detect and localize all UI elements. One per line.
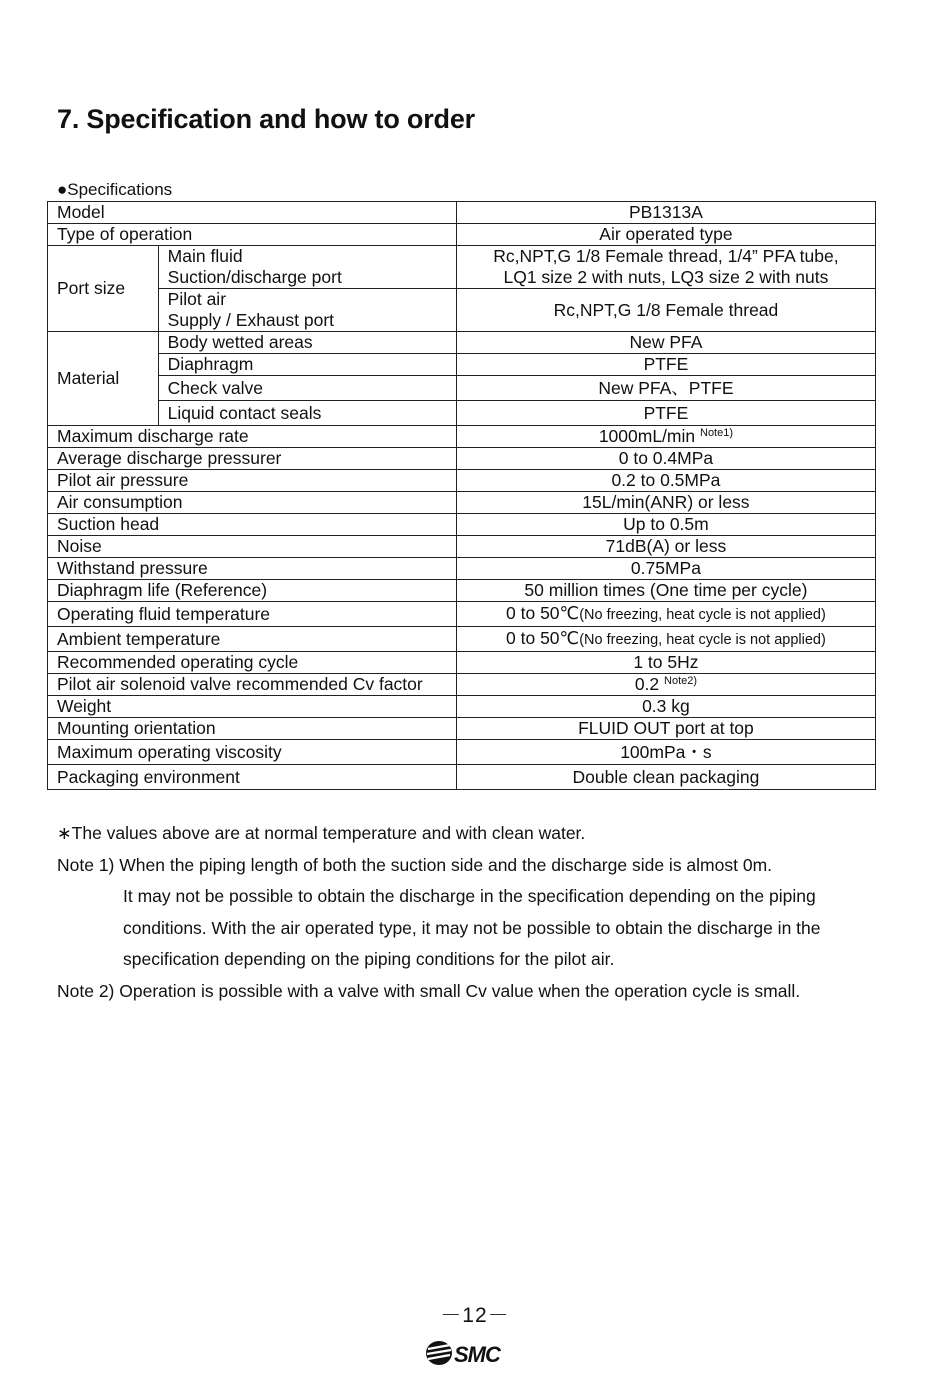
note-1-continued: It may not be possible to obtain the discharge in the specification depending on the piping [123, 886, 816, 906]
value-text: 0 to 50℃ [506, 602, 580, 623]
value-detail: (No freezing, heat cycle is not applied) [579, 631, 826, 648]
table-row [48, 765, 876, 790]
smc-logo-mark-icon [426, 1341, 452, 1365]
note-1-continued: specification depending on the piping conditions for the pilot air. [123, 949, 615, 969]
row-label: Mounting orientation [48, 718, 457, 740]
row-value: Rc,NPT,G 1/8 Female thread [456, 289, 875, 332]
row-value: 71dB(A) or less [456, 536, 875, 558]
sub-label-line: Main fluid [167, 246, 243, 266]
row-value: FLUID OUT port at top [456, 718, 875, 740]
row-value: 0.3 kg [456, 696, 875, 718]
row-value: 0 to 0.4MPa [456, 448, 875, 470]
row-value: PTFE [456, 401, 875, 426]
value-text: 1000mL/min [598, 426, 696, 446]
smc-logo-text: SMC [454, 1342, 500, 1367]
row-label: Type of operation [48, 224, 457, 246]
sub-label-line: Suction/discharge port [167, 267, 342, 287]
sub-label [158, 246, 456, 289]
smc-logo [424, 1336, 524, 1370]
table-row [48, 696, 876, 718]
row-value [456, 246, 875, 289]
sub-label: Liquid contact seals [158, 401, 456, 426]
row-label: Maximum operating viscosity [48, 740, 457, 765]
table-row [48, 580, 876, 602]
row-label: Suction head [48, 514, 457, 536]
value-text: 0 to 50℃ [506, 627, 580, 648]
note-1: Note 1) When the piping length of both the suction side and the discharge side is almost 0m. [57, 854, 773, 875]
table-row [48, 492, 876, 514]
value-detail: (No freezing, heat cycle is not applied) [579, 606, 826, 623]
note-ref: Note2) [664, 675, 698, 687]
table-row [48, 558, 876, 580]
sub-label: Diaphragm [158, 354, 456, 376]
sub-label-line: Pilot air [167, 289, 227, 309]
table-row [48, 224, 876, 246]
group-label: Material [48, 332, 159, 426]
table-row [48, 602, 876, 627]
row-value: 0.2 to 0.5MPa [456, 470, 875, 492]
table-row [48, 652, 876, 674]
table-row [48, 401, 876, 426]
table-row [48, 470, 876, 492]
row-value: Air operated type [456, 224, 875, 246]
row-value: New PFA、PTFE [456, 376, 875, 401]
row-value: PTFE [456, 354, 875, 376]
row-label: Recommended operating cycle [48, 652, 457, 674]
row-value: 15L/min(ANR) or less [456, 492, 875, 514]
note-ref: Note1) [700, 427, 734, 439]
row-value: New PFA [456, 332, 875, 354]
page-title: 7. Specification and how to order [57, 104, 475, 134]
table-row [48, 740, 876, 765]
value-text: 0.2 [634, 674, 660, 694]
table-row [48, 202, 876, 224]
table-row [48, 354, 876, 376]
table-row [48, 674, 876, 696]
row-label: Model [48, 202, 457, 224]
value-line: Rc,NPT,G 1/8 Female thread, 1/4” PFA tube, [493, 246, 839, 266]
row-value: PB1313A [456, 202, 875, 224]
row-value: 100mPa・s [456, 740, 875, 765]
note-star: ∗The values above are at normal temperature and with clean water. [57, 823, 586, 843]
sub-label: Body wetted areas [158, 332, 456, 354]
row-label: Maximum discharge rate [48, 426, 457, 448]
row-value [456, 602, 875, 627]
sub-label [158, 289, 456, 332]
row-label: Pilot air solenoid valve recommended Cv factor [48, 674, 457, 696]
group-label: Port size [48, 246, 159, 332]
row-value [456, 627, 875, 652]
row-value: 0.75MPa [456, 558, 875, 580]
row-value: 50 million times (One time per cycle) [456, 580, 875, 602]
value-line: LQ1 size 2 with nuts, LQ3 size 2 with nuts [503, 267, 829, 287]
table-row [48, 718, 876, 740]
notes-block [57, 818, 897, 1007]
row-label: Operating fluid temperature [48, 602, 457, 627]
table-row [48, 627, 876, 652]
section-label: ●Specifications [57, 180, 173, 199]
table-row [48, 332, 876, 354]
row-label: Ambient temperature [48, 627, 457, 652]
row-label: Weight [48, 696, 457, 718]
sub-label-line: Supply / Exhaust port [167, 310, 335, 330]
row-label: Pilot air pressure [48, 470, 457, 492]
table-row [48, 376, 876, 401]
table-row [48, 246, 876, 289]
row-label: Packaging environment [48, 765, 457, 790]
row-label: Noise [48, 536, 457, 558]
row-label: Diaphragm life (Reference) [48, 580, 457, 602]
note-1-continued: conditions. With the air operated type, it may not be possible to obtain the discharge in the [123, 917, 821, 938]
row-value: Up to 0.5m [456, 514, 875, 536]
row-label: Average discharge pressurer [48, 448, 457, 470]
table-row [48, 448, 876, 470]
row-value: Double clean packaging [456, 765, 875, 790]
row-value: 1 to 5Hz [456, 652, 875, 674]
row-label: Air consumption [48, 492, 457, 514]
row-value [456, 426, 875, 448]
row-value [456, 674, 875, 696]
table-row [48, 514, 876, 536]
spec-table [47, 201, 876, 790]
sub-label: Check valve [158, 376, 456, 401]
note-2: Note 2) Operation is possible with a valve with small Cv value when the operation cycle is small. [57, 980, 801, 1001]
row-label: Withstand pressure [48, 558, 457, 580]
page-number: －12－ [440, 1304, 510, 1327]
table-row [48, 536, 876, 558]
table-row [48, 426, 876, 448]
table-row [48, 289, 876, 332]
